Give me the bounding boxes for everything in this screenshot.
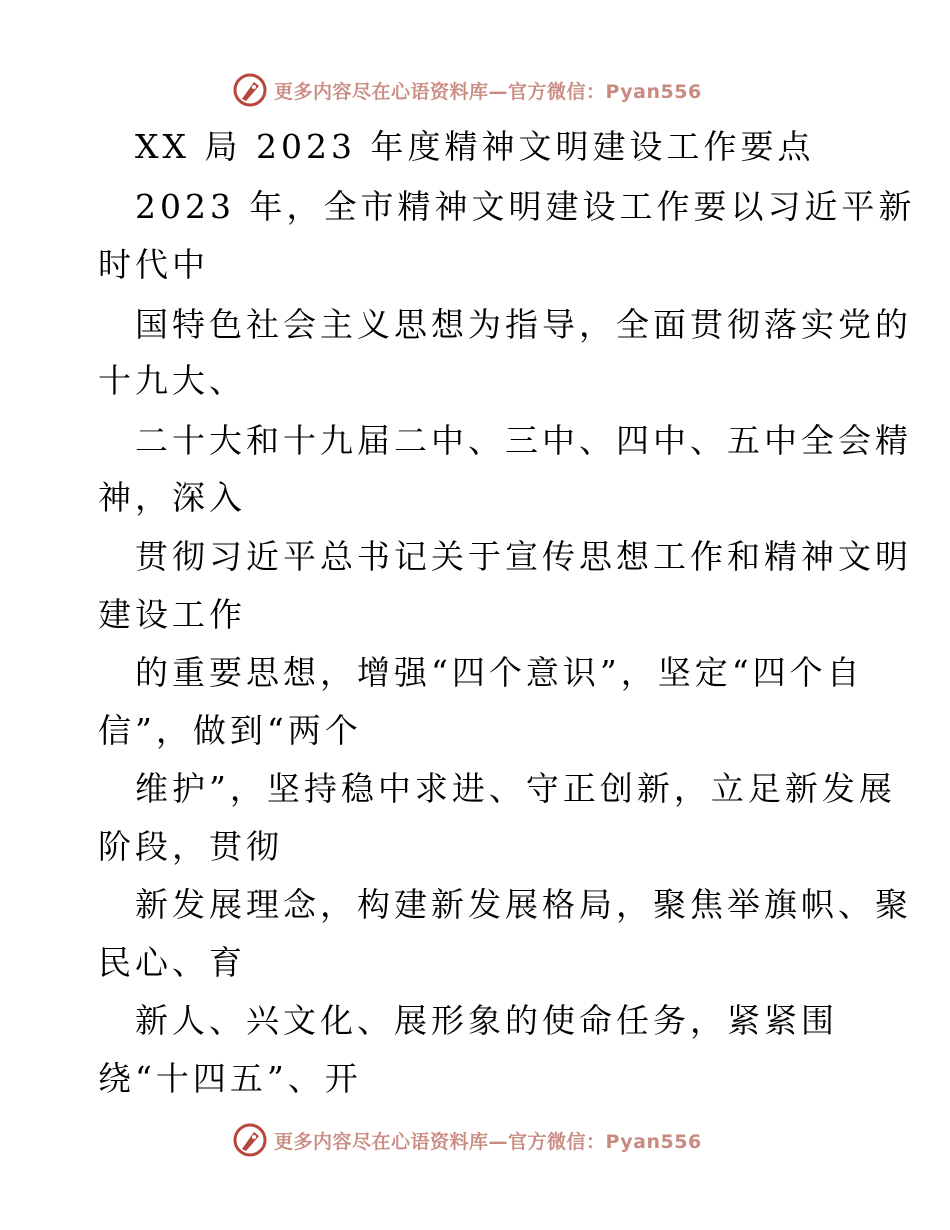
paragraph-line: 维护”，坚持稳中求进、守正创新，立足新发展 [135,769,896,808]
paragraph-line: 国特色社会主义思想为指导，全面贯彻落实党的 [135,305,912,344]
paragraph-line: 神，深入 [98,478,246,517]
document-title: XX 局 2023 年度精神文明建设工作要点 [135,127,815,166]
watermark-text: 更多内容尽在心语资料库—官方微信：Pyan556 [274,1130,702,1153]
paragraph-line: 建设工作 [98,595,246,634]
pen-nib-logo-icon [232,1122,268,1158]
paragraph-line: 信”，做到“两个 [98,711,362,750]
paragraph-line: 新发展理念，构建新发展格局，聚焦举旗帜、聚 [135,885,912,924]
paragraph-line: 新人、兴文化、展形象的使命任务，紧紧围 [135,1001,838,1040]
paragraph-line: 民心、育 [98,943,246,982]
paragraph-line: 十九大、 [98,361,246,400]
watermark-text: 更多内容尽在心语资料库—官方微信：Pyan556 [274,80,702,103]
paragraph-line: 时代中 [98,245,209,284]
paragraph-line: 的重要思想，增强“四个意识”，坚定“四个自 [135,653,864,692]
paragraph-line: 绕“十四五”、开 [98,1059,362,1098]
paragraph-line: 二十大和十九届二中、三中、四中、五中全会精 [135,421,912,460]
paragraph-line: 阶段，贯彻 [98,827,283,866]
watermark-header [232,70,702,110]
watermark-footer [232,1120,702,1160]
paragraph-line: 贯彻习近平总书记关于宣传思想工作和精神文明 [135,537,912,576]
paragraph-line: 2023 年，全市精神文明建设工作要以习近平新 [135,187,916,226]
pen-nib-logo-icon [232,72,268,108]
